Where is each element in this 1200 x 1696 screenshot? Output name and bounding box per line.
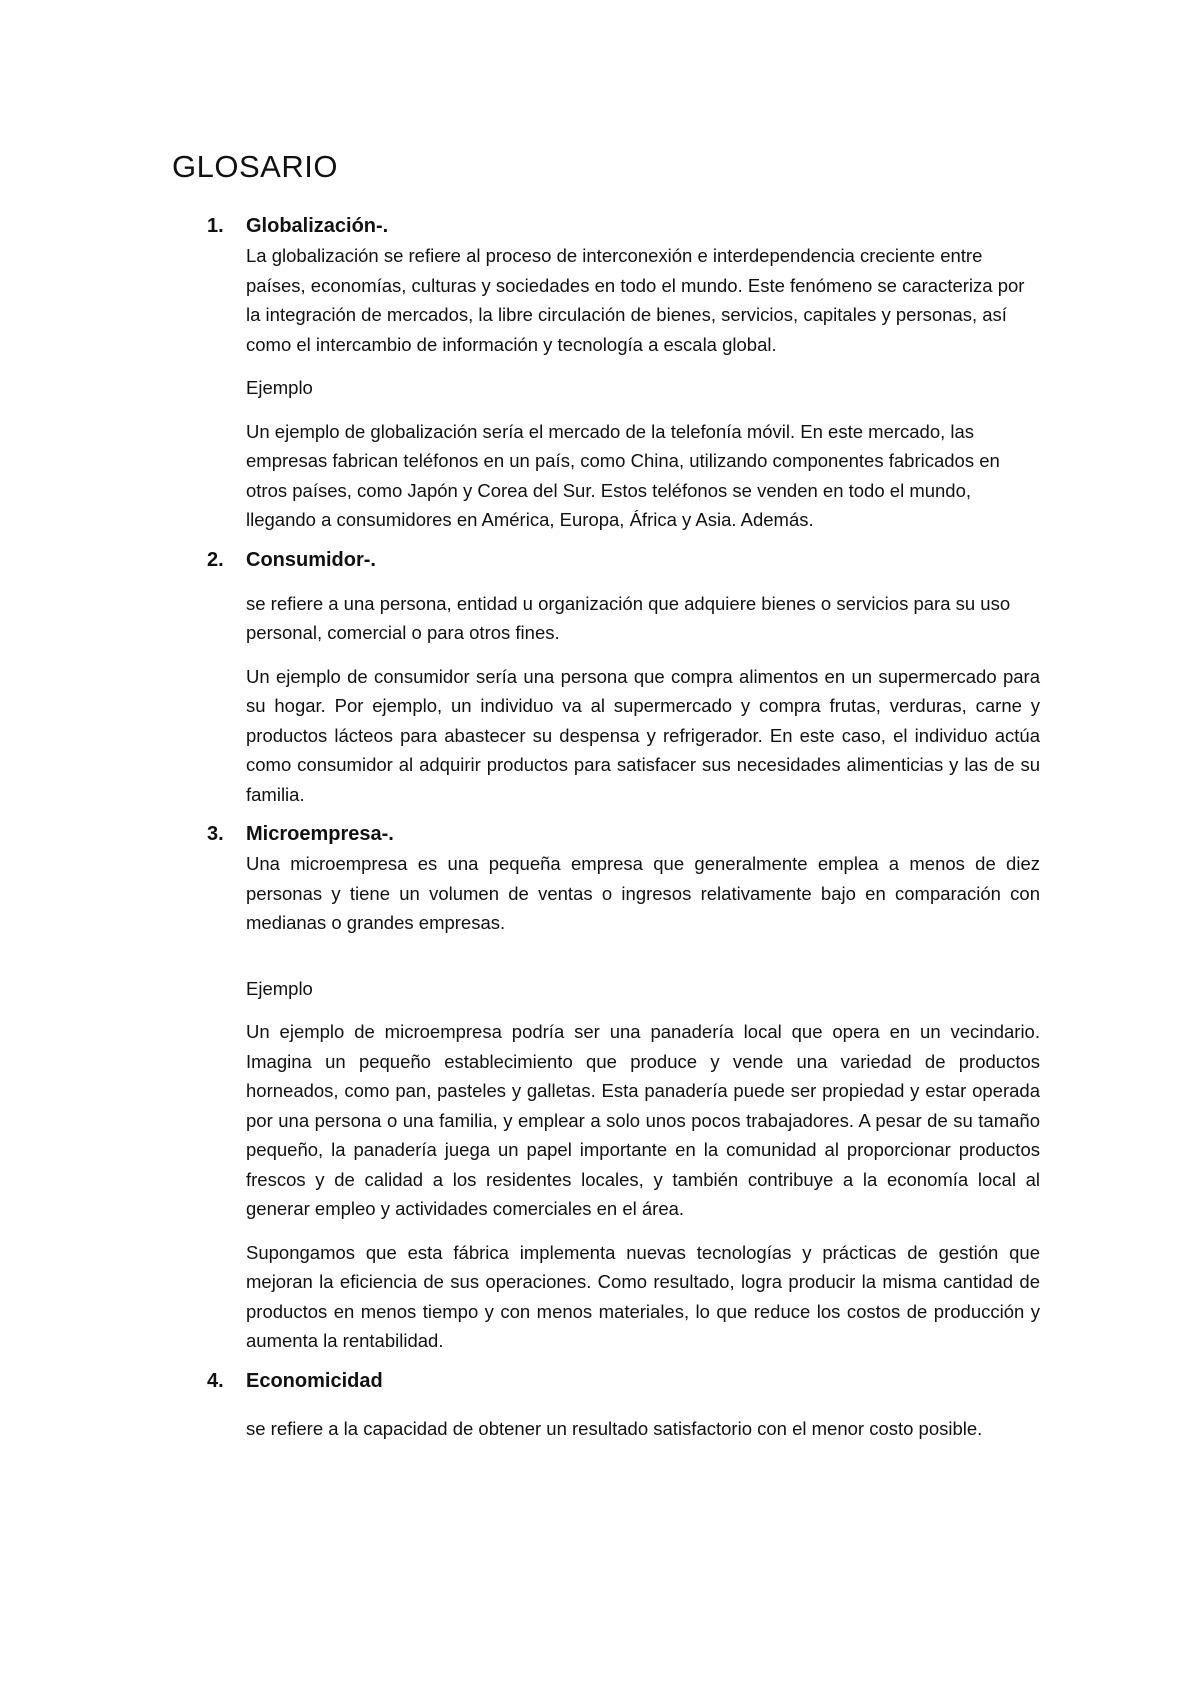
term-number: 1. — [207, 215, 224, 237]
term-title: Economicidad — [246, 1369, 383, 1392]
term-number: 2. — [207, 548, 224, 571]
term-definition: se refiere a una persona, entidad u organización que adquiere bienes o servicios para su uso personal, comercial o para otros fines. — [246, 592, 1011, 643]
term-title: Globalización-. — [246, 215, 389, 237]
example-label: Ejemplo — [246, 377, 313, 398]
term-title: Consumidor-. — [246, 548, 376, 571]
glossary-term-economicidad — [172, 1366, 1040, 1444]
example-label: Ejemplo — [246, 977, 313, 999]
term-definition: La globalización se refiere al proceso de interconexión e interdependencia creciente entre países, economías, culturas y sociedades en todo el mundo. Este fenómeno se caracteriza por la integración de mercados, la libre circulación de bienes, servicios, capitales y personas, así como el intercambio de información y tecnología a escala global. — [246, 245, 1025, 355]
glossary-list — [172, 211, 1040, 1443]
term-title: Microempresa-. — [246, 823, 394, 845]
term-example: Un ejemplo de microempresa podría ser una panadería local que opera en un vecindario. Imagina un pequeño establecimiento que produce y vende una variedad de productos horneados, como pan, pasteles y galletas. Esta panadería puede ser propiedad y estar operada por una persona o una familia, y emplear a solo unos pocos trabajadores. A pesar de su tamaño pequeño, la panadería juega un papel importante en la comunidad al proporcionar productos frescos y de calidad a los residentes locales, y también contribuye a la economía local al generar empleo y actividades comerciales en el área. — [246, 1021, 1040, 1219]
term-extra-paragraph: Supongamos que esta fábrica implementa nuevas tecnologías y prácticas de gestión que mejoran la eficiencia de sus operaciones. Como resultado, logra producir la misma cantidad de productos en menos tiempo y con menos materiales, lo que reduce los costos de producción y aumenta la rentabilidad. — [246, 1241, 1040, 1351]
term-definition: Una microempresa es una pequeña empresa que generalmente emplea a menos de diez personas y tiene un volumen de ventas o ingresos relativamente bajo en comparación con medianas o grandes empresas. — [246, 853, 1040, 933]
glossary-term-microempresa — [172, 819, 1040, 1356]
term-number: 3. — [207, 823, 224, 845]
page-title: GLOSARIO — [172, 149, 338, 184]
term-number: 4. — [207, 1369, 224, 1392]
glossary-term-consumidor — [172, 545, 1040, 810]
glossary-term-globalizacion — [172, 211, 1040, 535]
term-definition: se refiere a la capacidad de obtener un resultado satisfactorio con el menor costo posible. — [246, 1417, 983, 1439]
term-example: Un ejemplo de globalización sería el mercado de la telefonía móvil. En este mercado, las empresas fabrican teléfonos en un país, como China, utilizando componentes fabricados en otros países, como Japón y Corea del Sur. Estos teléfonos se venden en todo el mundo, llegando a consumidores en América, Europa, África y Asia. Además. — [246, 420, 1000, 530]
term-example: Un ejemplo de consumidor sería una persona que compra alimentos en un supermercado para su hogar. Por ejemplo, un individuo va al supermercado y compra frutas, verduras, carne y productos lácteos para abastecer su despensa y refrigerador. En este caso, el individuo actúa como consumidor al adquirir productos para satisfacer sus necesidades alimenticias y las de su familia. — [246, 665, 1040, 805]
